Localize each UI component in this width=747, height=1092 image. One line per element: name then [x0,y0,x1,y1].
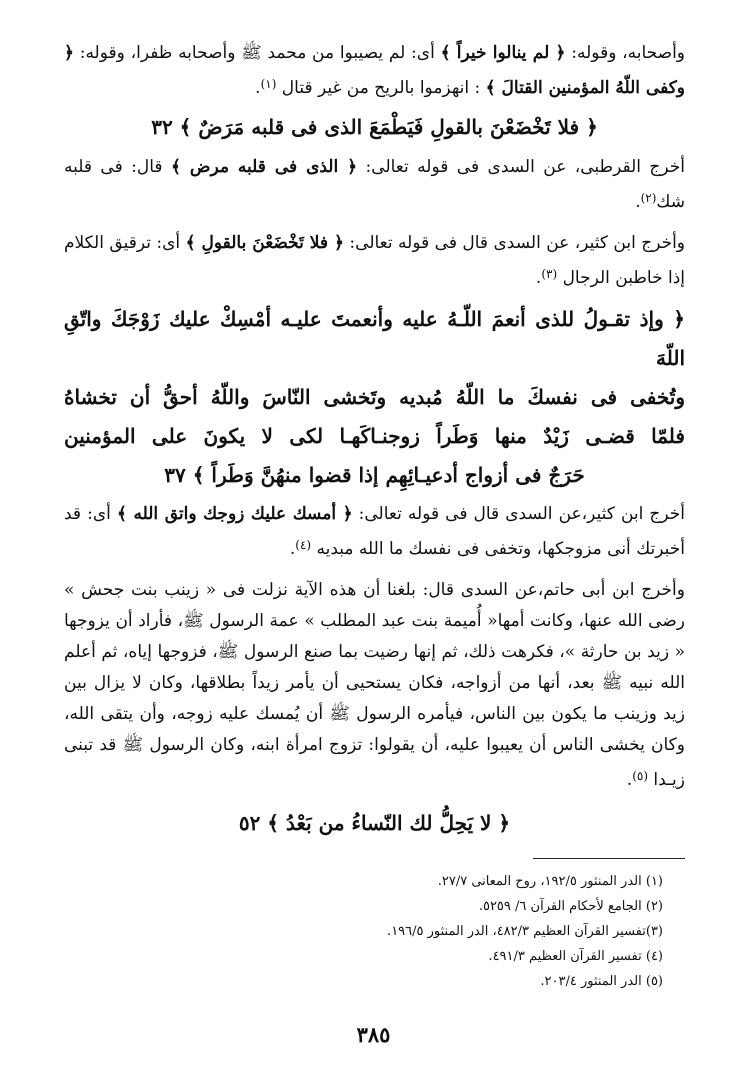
footnote: (٥) الدر المنثور ٢٠٣/٤. [540,974,663,989]
footnote: (١) الدر المنثور ١٩٢/٥، روح المعانى ٢٧/٧. [437,874,663,889]
verse-number: ٣٧ [164,463,186,487]
footnote: (٢) الجامع لأحكام القرآن ٦/ ٥٢٥٩. [478,899,663,914]
footnote-ref: (١) [260,77,277,91]
verse-line: فلمّا قضـى زَيْدٌ منها وَطَراً زوجنـاكَهـا لكى لا يكونَ على المؤمنين [64,424,685,448]
paragraph-ibn-kathir-1: وأخرج ابن كثير، عن السدى قال فى قوله تعالى: ﴿ فلا تَخْضَعْنَ بالقولِ ﴾ أى: ترقيق الكلام إذا خاطبن الرجال $^{(٣)}$. [64,233,686,288]
verse-line: ﴿ وإذ تقـولُ للذى أنعمَ اللّـهُ عليه وأنعمتَ عليـه أمْسِكْ عليك زَوْجَكَ واتّقِ اللّهَ [64,307,685,370]
quran-quote: ﴿ فلا تَخْضَعْنَ بالقولِ ﴾ [185,233,344,253]
footnote-ref: (٥) [632,769,649,783]
footnote-divider [533,858,685,859]
paragraph-ibn-kathir-2: أخرج ابن كثير،عن السدى قال فى قوله تعالى: ﴿ أمسك عليك زوجك واتق الله ﴾ أى: قد أخبرتك أنى مزوجكها، وتخفى فى نفسك ما الله مبديه $^{(٤)}$. [64,504,685,559]
quran-quote: ﴿ وكفى اللّهُ المؤمنين القتالَ ﴾ [64,43,685,98]
paragraph-companions: وأصحابه، وقوله: ﴿ لم ينالوا خيراً ﴾ أى: لم يصيبوا من محمد ﷺ وأصحابه ظفرا، وقوله: ﴿ وكفى اللّهُ المؤمنين القتالَ ﴾ : انهزموا بالريح من غير قتال $^{(١)}$. [64,43,686,98]
verse-line-last: حَرَجٌ فى أزواج أدعيـائِهِم إذا قضوا منهُنَّ وَطَراً ﴾ ٣٧ [164,463,585,487]
quran-quote: ﴿ أمسك عليك زوجك واتق الله ﴾ [116,504,353,524]
footnote: (٣)تفسير القرآن العظيم ٤٨٢/٣، الدر المنثور ١٩٦/٥. [387,924,663,939]
quran-quote: ﴿ الذى فى قلبه مرض ﴾ [170,157,358,177]
verse-line: وتُخفى فى نفسكَ ما اللّهُ مُبديه وتَخشى النّاسَ واللّهُ أحقُّ أن تخشاهُ [64,385,685,409]
quran-quote: ﴿ لم ينالوا خيراً ﴾ [440,43,566,63]
verse-heading-32: ﴿ فلا تَخْضَعْنَ بالقولِ فَيَطْمَعَ الذى فى قلبه مَرَضٌ ﴾ ٣٢ [151,115,598,139]
page-number: ٣٨٥ [356,1022,391,1047]
verse-number: ٥٢ [238,811,261,835]
paragraph-ibn-abi-hatim: وأخرج ابن أبى حاتم،عن السدى قال: بلغنا أن هذه الآية نزلت فى « زينب بنت جحش » رضى الله عنها، وكانت أمها« أُميمة بنت عبد المطلب » عمة الرسول ﷺ، فأراد أن يزوجها « زيد بن حارثة »، فكرهت ذلك، ثم إنها رضيت بما صنع الرسول ﷺ، فزوجها إياه، ثم أعلم الله نبيه ﷺ بعد، أنها من أزواجه، فكان يستحيى أن يأمر زيداً بطلاقها، وكان لا يزال بين زيد وزينب ما يكون بين الناس، فيأمره الرسول ﷺ أن يُمسك عليه زوجه، وأن يتقى الله، وكان يخشى الناس أن يعيبوا عليه، أن يقولوا: تزوج امرأة ابنه، وكان الرسول ﷺ قد تبنى زيـدا $^{(٥)}$. [64,580,685,790]
verse-heading-52: ﴿ لا يَحِلُّ لك النّساءُ من بَعْدُ ﴾ ٥٢ [238,811,511,835]
footnotes [64,869,685,994]
footnote: (٤) تفسير القرآن العظيم ٤٩١/٣. [488,949,663,964]
footnote-ref: (٣) [541,267,558,281]
footnote-ref: (٢) [640,191,657,205]
verse-block-37 [64,300,685,495]
paragraph-qurtubi: أخرج القرطبى، عن السدى فى قوله تعالى: ﴿ الذى فى قلبه مرض ﴾ قال: فى قلبه شك$^{(٢)}$. [64,157,685,212]
verse-number: ٣٢ [151,115,173,139]
footnote-ref: (٤) [295,538,312,552]
